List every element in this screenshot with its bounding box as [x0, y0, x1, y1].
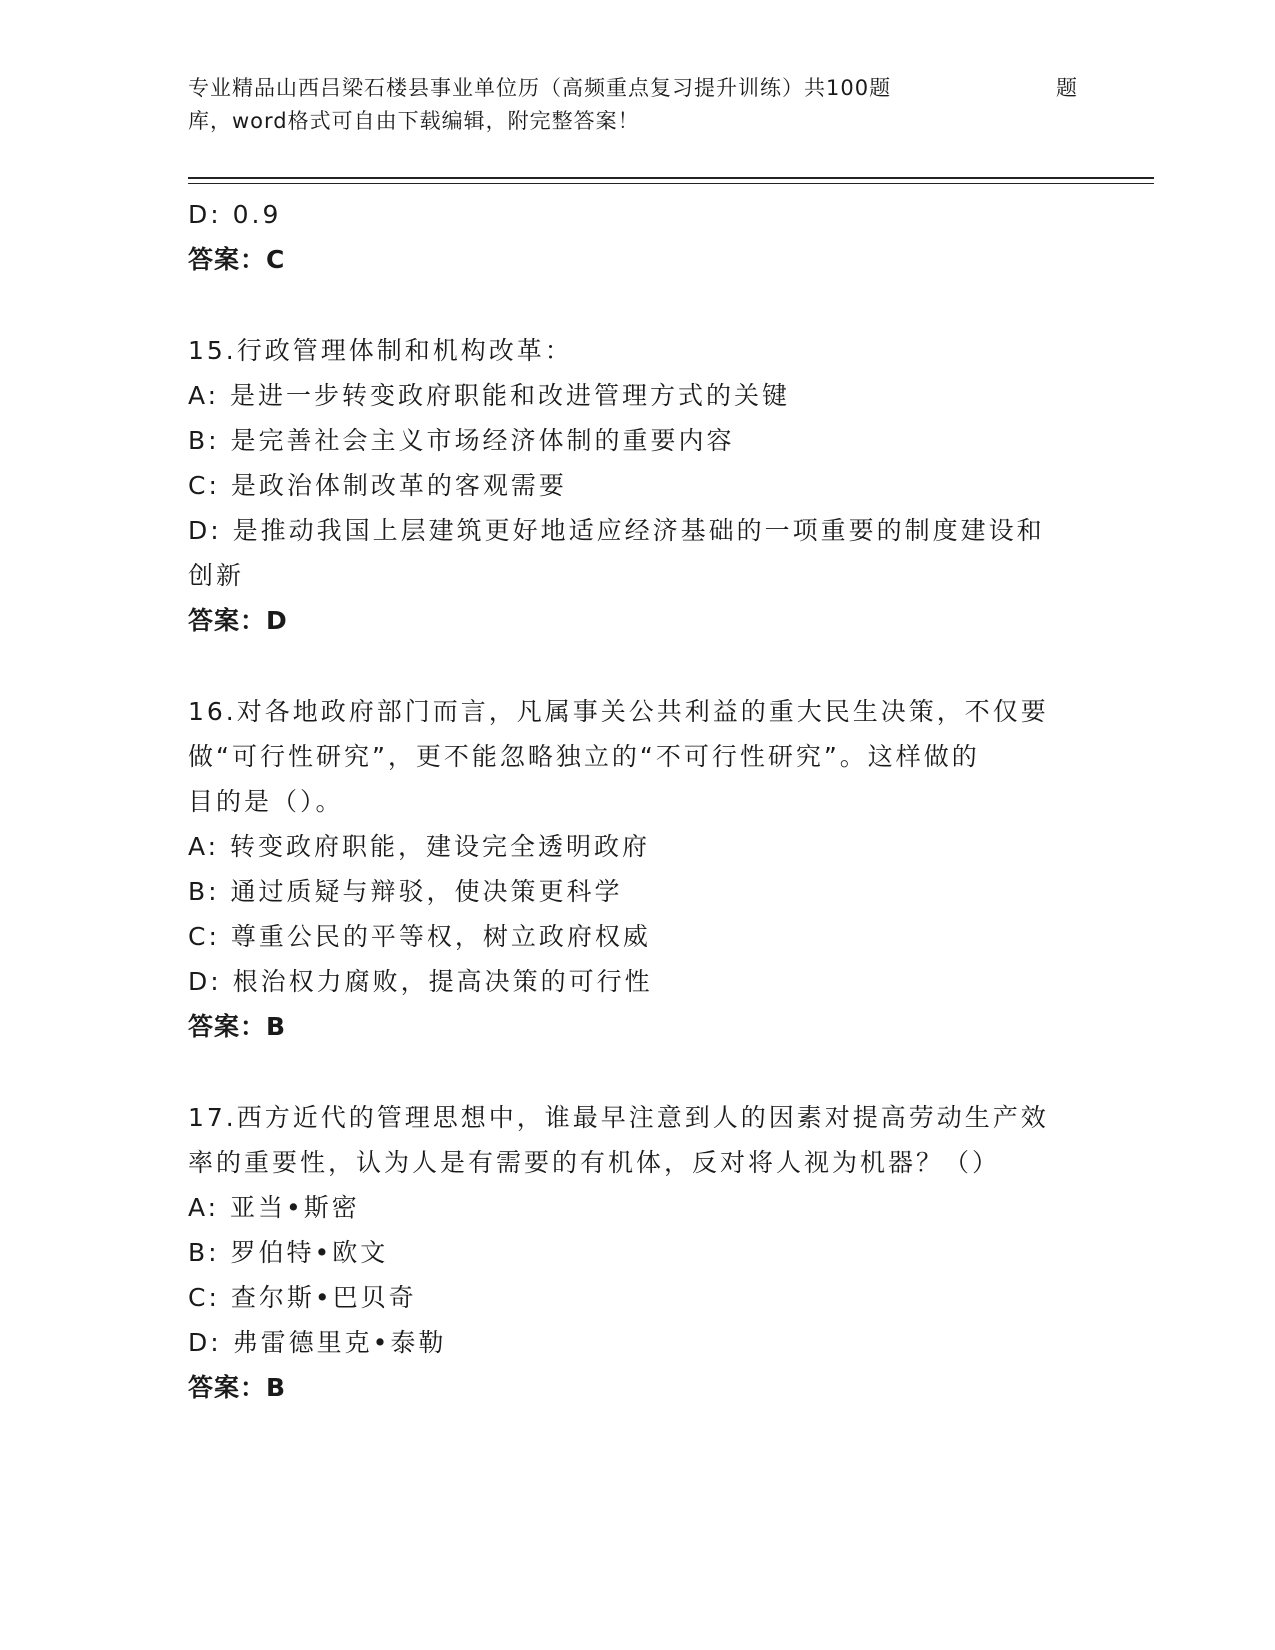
option-a: A: 转变政府职能，建设完全透明政府	[188, 832, 651, 861]
spacer	[188, 1049, 1088, 1095]
option-b: B: 是完善社会主义市场经济体制的重要内容	[188, 426, 735, 455]
question-stem: 15.行政管理体制和机构改革：	[188, 336, 573, 365]
prev-question-answer: 答案：C	[188, 245, 286, 274]
header-title-line-2: 库，word格式可自由下载编辑，附完整答案！	[188, 109, 640, 133]
header-divider-thin	[188, 183, 1154, 184]
question-stem-line-1: 17.西方近代的管理思想中，谁最早注意到人的因素对提高劳动生产效	[188, 1103, 1049, 1132]
question-stem-line-3: 目的是（）。	[188, 787, 344, 816]
option-c: C: 尊重公民的平等权，树立政府权威	[188, 922, 651, 951]
page-content	[188, 192, 1088, 1410]
option-d: D: 弗雷德里克•泰勒	[188, 1328, 447, 1357]
spacer	[188, 643, 1088, 689]
prev-question-option-d: D: 0.9	[188, 200, 282, 229]
question-stem-line-2: 率的重要性，认为人是有需要的有机体，反对将人视为机器？（）	[188, 1148, 1001, 1177]
spacer	[188, 282, 1088, 328]
option-b: B: 罗伯特•欧文	[188, 1238, 389, 1267]
question-stem-line-1: 16.对各地政府部门而言，凡属事关公共利益的重大民生决策，不仅要	[188, 697, 1049, 726]
question-17	[188, 1095, 1088, 1410]
option-c: C: 是政治体制改革的客观需要	[188, 471, 567, 500]
header-title-line-1: 专业精品山西吕梁石楼县事业单位历（高频重点复习提升训练）共100题	[188, 76, 892, 100]
option-a: A: 亚当•斯密	[188, 1193, 360, 1222]
question-16	[188, 689, 1088, 1049]
answer: 答案：D	[188, 606, 288, 635]
document-header	[188, 72, 1088, 138]
option-b: B: 通过质疑与辩驳，使决策更科学	[188, 877, 623, 906]
question-stem-line-2: 做“可行性研究”，更不能忽略独立的“不可行性研究”。这样做的	[188, 742, 980, 771]
option-a: A: 是进一步转变政府职能和改进管理方式的关键	[188, 381, 791, 410]
option-c: C: 查尔斯•巴贝奇	[188, 1283, 417, 1312]
header-title-side: 题	[1056, 76, 1078, 100]
answer: 答案：B	[188, 1373, 287, 1402]
option-d: D: 根治权力腐败，提高决策的可行性	[188, 967, 653, 996]
question-15	[188, 328, 1088, 643]
option-d-continued: 创新	[188, 561, 245, 590]
header-divider-thick	[188, 177, 1154, 179]
option-d: D: 是推动我国上层建筑更好地适应经济基础的一项重要的制度建设和	[188, 516, 1045, 545]
answer: 答案：B	[188, 1012, 287, 1041]
